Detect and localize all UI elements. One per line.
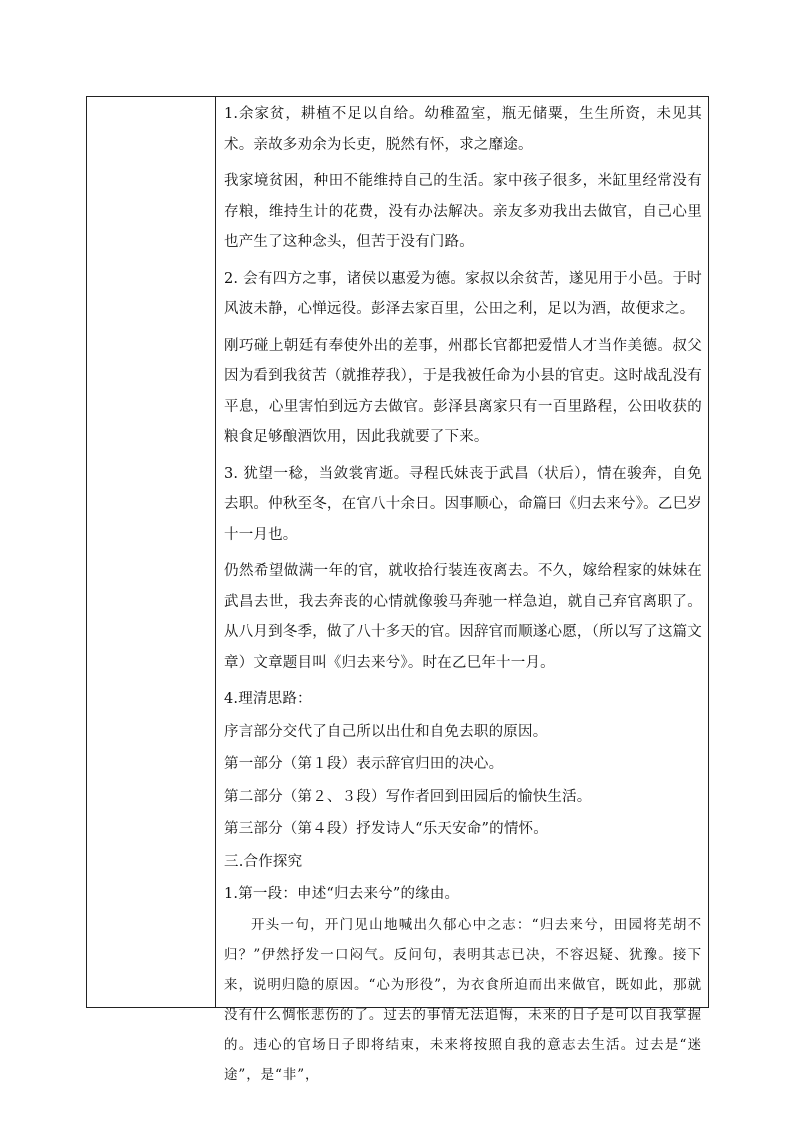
content-table [86, 96, 709, 1083]
preface-translation-1: 我家境贫困，种田不能维持自己的生活。家中孩子很多，米缸里经常没有存粮，维持生计的花费，没有办法解决。亲友多劝我出去做官，自己心里也产生了这种念头，但苦于没有门路。 [224, 173, 702, 250]
preface-translation-3: 仍然希望做满一年的官，就收拾行装连夜离去。不久，嫁给程家的妹妹在武昌去世，我去奔丧的心情就像骏马奔驰一样急迫，就自己弃官离职了。从八月到冬季，做了八十多天的官。因辞官而顺遂心愿，（所以写了这篇文章）文章题目叫《归去来兮》。时在乙巳年十一月。 [224, 563, 702, 671]
outline-part-1: 第一部分（第１段）表示辞官归田的决心。 [224, 756, 504, 772]
section-heading: 三.合作探究 [224, 853, 303, 870]
outline-part-2: 第二部分（第２、３段）写作者回到田园后的愉快生活。 [224, 788, 592, 805]
outline-preface: 序言部分交代了自己所以出仕和自免去职的原因。 [224, 723, 548, 740]
table-right-cell [217, 97, 708, 1083]
outline-part-3: 第三部分（第４段）抒发诗人“乐天安命”的情怀。 [224, 821, 548, 837]
preface-translation-2: 刚巧碰上朝廷有奉使外出的差事，州郡长官都把爱惜人才当作美德。叔父因为看到我贫苦（就推荐我），于是我被任命为小县的官吏。这时战乱没有平息，心里害怕到远方去做官。彭泽县离家只有一百里路程，公田收获的粮食足够酿酒饮用，因此我就要了下来。 [224, 337, 702, 445]
preface-original-1: 1.余家贫，耕植不足以自给。幼稚盈室，瓶无储粟，生生所资，未见其术。亲故多劝余为长吏，脱然有怀，求之靡途。 [224, 106, 702, 153]
preface-original-2: 2. 会有四方之事，诸侯以惠爱为德。家叔以余贫苦，遂见用于小邑。于时风波未静，心惮远役。彭泽去家百里，公田之利，足以为酒，故便求之。 [224, 270, 702, 317]
outline-heading: 4.理清思路： [224, 691, 312, 707]
table-left-cell [87, 97, 216, 1007]
subsection-heading: 1.第一段：申述“归去来兮”的缘由。 [224, 886, 460, 902]
preface-original-3: 3. 犹望一稔，当敛裳宵逝。寻程氏妹丧于武昌（状后），情在骏奔，自免去职。仲秋至冬，在官八十余日。因事顺心，命篇曰《归去来兮》。乙巳岁十一月也。 [224, 465, 702, 543]
analysis-paragraph: 开头一句，开门见山地喊出久郁心中之志：“归去来兮，田园将芜胡不归？”伊然抒发一口闷气。反问句，表明其志已决，不容迟疑、犹豫。接下来，说明归隐的原因。“心为形役”，为衣食所迫而出来做官，既如此，那就没有什么惆怅悲伤的了。过去的事情无法追悔，未来的日子是可以自我掌握的。违心的官场日子即将结束，未来将按照自我的意志去生活。过去是“迷途”，是“非”， [224, 916, 702, 1083]
